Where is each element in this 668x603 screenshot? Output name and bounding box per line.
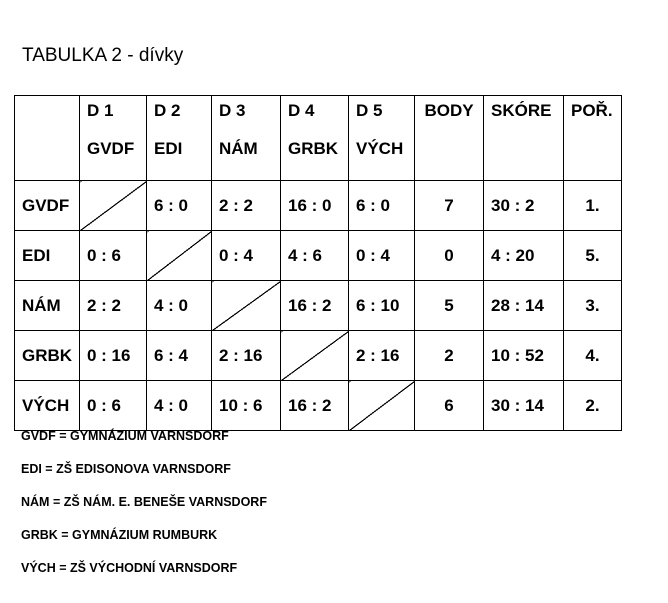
result-cell: 0 : 4 xyxy=(212,231,281,281)
legend-item: VÝCH = ZŠ VÝCHODNÍ VARNSDORF xyxy=(21,561,238,575)
row-team-name: NÁM xyxy=(15,281,80,331)
header-team-4: D 4 GRBK xyxy=(281,96,349,181)
points-cell: 5 xyxy=(415,281,484,331)
header-score: SKÓRE xyxy=(484,96,564,181)
table-row xyxy=(15,381,622,431)
rank-cell: 2. xyxy=(564,381,622,431)
row-team-name: GVDF xyxy=(15,181,80,231)
diagonal-cell xyxy=(80,181,147,231)
result-cell: 2 : 2 xyxy=(212,181,281,231)
points-cell: 6 xyxy=(415,381,484,431)
row-team-name: GRBK xyxy=(15,331,80,381)
result-cell: 4 : 0 xyxy=(147,381,212,431)
result-cell: 6 : 4 xyxy=(147,331,212,381)
table-title: TABULKA 2 - dívky xyxy=(22,45,184,66)
legend-item: GRBK = GYMNÁZIUM RUMBURK xyxy=(21,528,218,542)
points-cell: 0 xyxy=(415,231,484,281)
score-cell: 30 : 14 xyxy=(484,381,564,431)
row-team-name: VÝCH xyxy=(15,381,80,431)
legend-item: NÁM = ZŠ NÁM. E. BENEŠE VARNSDORF xyxy=(21,495,267,509)
score-cell: 4 : 20 xyxy=(484,231,564,281)
diagonal-cell xyxy=(281,331,349,381)
result-cell: 4 : 6 xyxy=(281,231,349,281)
diagonal-cell xyxy=(349,381,415,431)
header-team-1: D 1 GVDF xyxy=(80,96,147,181)
diagonal-cell xyxy=(147,231,212,281)
result-cell: 6 : 0 xyxy=(147,181,212,231)
score-cell: 10 : 52 xyxy=(484,331,564,381)
result-cell: 6 : 10 xyxy=(349,281,415,331)
result-cell: 0 : 6 xyxy=(80,381,147,431)
result-cell: 2 : 2 xyxy=(80,281,147,331)
result-cell: 2 : 16 xyxy=(212,331,281,381)
legend-item: EDI = ZŠ EDISONOVA VARNSDORF xyxy=(21,462,231,476)
result-cell: 0 : 4 xyxy=(349,231,415,281)
results-table xyxy=(14,95,622,431)
header-body: BODY xyxy=(415,96,484,181)
table-row xyxy=(15,331,622,381)
rank-cell: 3. xyxy=(564,281,622,331)
table-row xyxy=(15,281,622,331)
result-cell: 0 : 6 xyxy=(80,231,147,281)
table-row xyxy=(15,231,622,281)
header-corner-cell xyxy=(15,96,80,181)
rank-cell: 5. xyxy=(564,231,622,281)
diagonal-cell xyxy=(212,281,281,331)
header-team-2: D 2 EDI xyxy=(147,96,212,181)
rank-cell: 1. xyxy=(564,181,622,231)
points-cell: 2 xyxy=(415,331,484,381)
rank-cell: 4. xyxy=(564,331,622,381)
result-cell: 2 : 16 xyxy=(349,331,415,381)
score-cell: 28 : 14 xyxy=(484,281,564,331)
result-cell: 6 : 0 xyxy=(349,181,415,231)
result-cell: 16 : 0 xyxy=(281,181,349,231)
row-team-name: EDI xyxy=(15,231,80,281)
result-cell: 16 : 2 xyxy=(281,281,349,331)
legend-item: GVDF = GYMNÁZIUM VARNSDORF xyxy=(21,429,229,443)
result-cell: 0 : 16 xyxy=(80,331,147,381)
table-row xyxy=(15,181,622,231)
result-cell: 16 : 2 xyxy=(281,381,349,431)
header-rank: POŘ. xyxy=(564,96,622,181)
header-team-3: D 3 NÁM xyxy=(212,96,281,181)
result-cell: 4 : 0 xyxy=(147,281,212,331)
result-cell: 10 : 6 xyxy=(212,381,281,431)
score-cell: 30 : 2 xyxy=(484,181,564,231)
header-team-5: D 5 VÝCH xyxy=(349,96,415,181)
points-cell: 7 xyxy=(415,181,484,231)
header-row xyxy=(15,96,622,181)
